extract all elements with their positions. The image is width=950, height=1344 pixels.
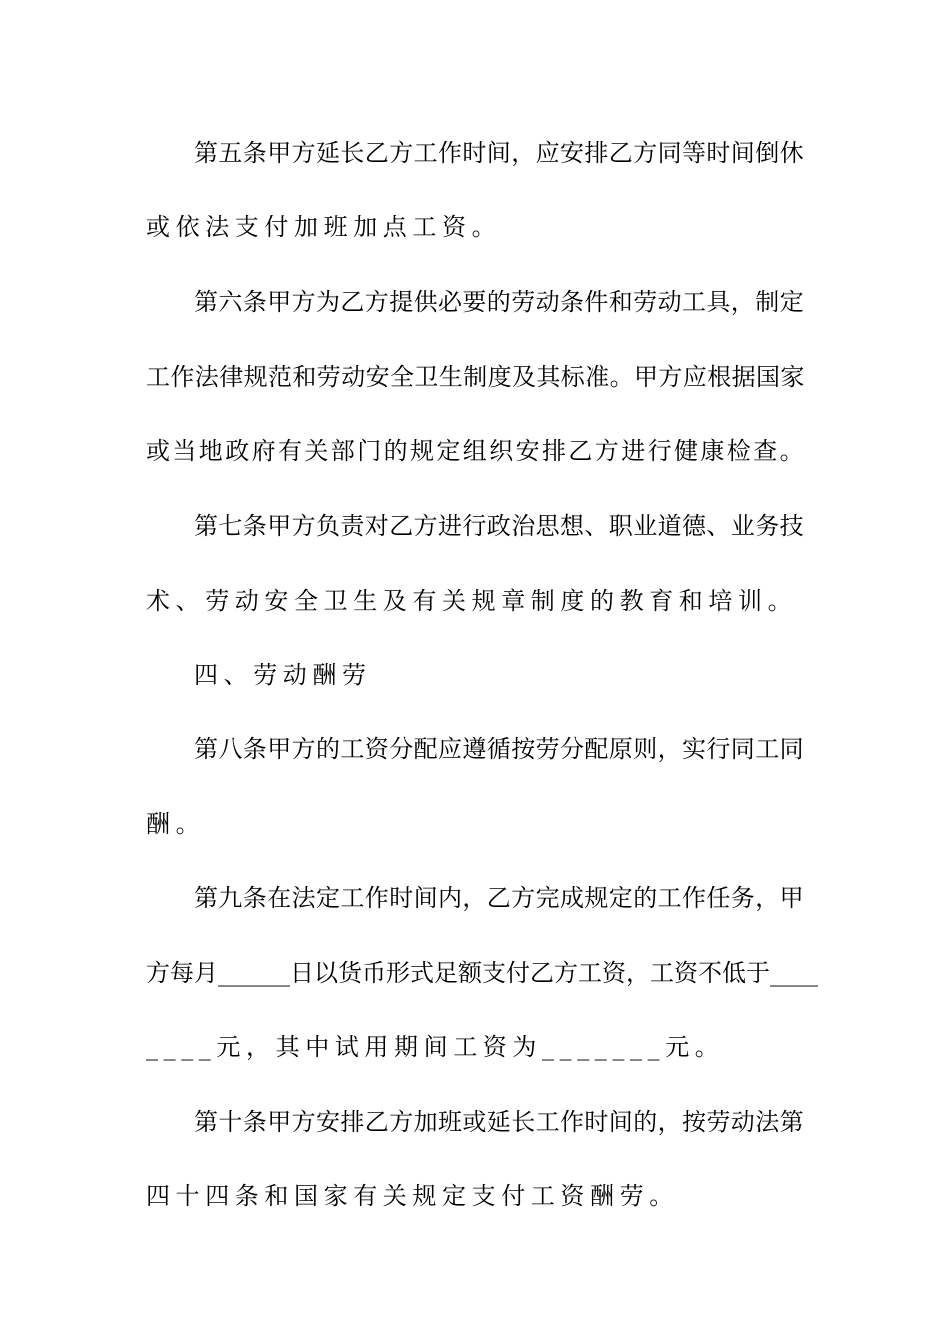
article-6-line-2: 工作法律规范和劳动安全卫生制度及其标准。甲方应根据国家 — [146, 363, 805, 391]
article-5-line-2: 或依法支付加班加点工资。 — [146, 213, 502, 241]
article-7-line-1: 第七条甲方负责对乙方进行政治思想、职业道德、业务技 — [194, 512, 804, 540]
article-5-line-1: 第五条甲方延长乙方工作时间，应安排乙方同等时间倒休 — [194, 139, 804, 167]
article-7-line-2: 术、劳动安全卫生及有关规章制度的教育和培训。 — [146, 587, 798, 615]
article-6-line-3: 或当地政府有关部门的规定组织安排乙方进行健康检查。 — [146, 437, 806, 465]
article-6-line-1: 第六条甲方为乙方提供必要的劳动条件和劳动工具，制定 — [194, 288, 804, 316]
section-heading: 四、劳动酬劳 — [194, 661, 372, 689]
article-9-line-3: ____元，其中试用期间工资为_______元。 — [146, 1033, 725, 1061]
article-8-line-2: 酬。 — [146, 810, 206, 838]
article-10-line-1: 第十条甲方安排乙方加班或延长工作时间的，按劳动法第 — [194, 1108, 804, 1136]
article-10-line-2: 四十四条和国家有关规定支付工资酬劳。 — [146, 1182, 679, 1210]
article-9-line-1: 第九条在法定工作时间内，乙方完成规定的工作任务，甲 — [194, 884, 804, 912]
article-8-line-1: 第八条甲方的工资分配应遵循按劳分配原则，实行同工同 — [194, 735, 804, 763]
article-9-line-2: 方每月______日以货币形式足额支付乙方工资，工资不低于____ — [146, 959, 818, 987]
